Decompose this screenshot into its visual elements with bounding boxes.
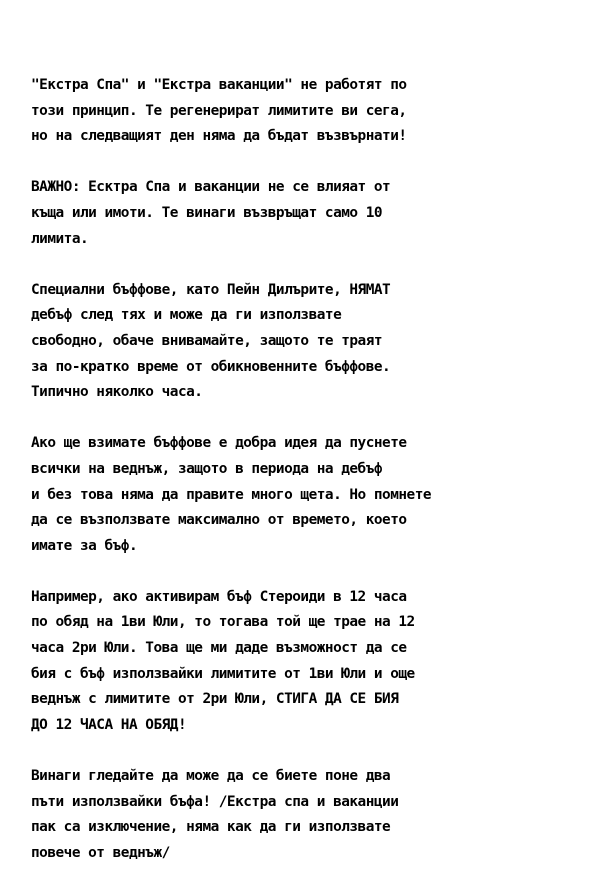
text-line: ДО 12 ЧАСА НА ОБЯД! <box>31 716 187 733</box>
text-line: Типично няколко часа. <box>31 384 203 401</box>
text-line: по обяд на 1ви Юли, то тогава той ще трае на 12 <box>31 614 415 631</box>
text-line: пак са изключение, няма как да ги използвате <box>31 819 391 836</box>
text-line: "Екстра Спа" и "Екстра ваканции" не работят по <box>31 77 407 93</box>
text-line: пъти използвайки бъфа! /Екстра спа и ваканции <box>31 793 399 810</box>
paragraph-always-fight-twice <box>31 764 587 866</box>
text-line: имате за бъф. <box>31 537 138 554</box>
text-line: Специални бъффове, като Пейн Дилърите, НЯМАТ <box>31 281 391 298</box>
text-line: всички на веднъж, защото в периода на дебъф <box>31 460 383 477</box>
paragraph-extra-spa <box>31 73 587 150</box>
text-line: и без това няма да правите много щета. Но помнете <box>31 486 432 503</box>
paragraph-example <box>31 585 587 739</box>
text-line: но на следващият ден няма да бъдат възвърнати! <box>31 128 407 145</box>
text-line: веднъж с лимитите от 2ри Юли, СТИГА ДА СЕ БИЯ <box>31 691 399 708</box>
text-line: бия с бъф използвайки лимитите от 1ви Юли и още <box>31 665 415 682</box>
text-line: Например, ако активирам бъф Стероиди в 12 часа <box>31 588 407 605</box>
text-line: този принцип. Те регенерират лимитите ви сега, <box>31 102 407 119</box>
text-line: свободно, обаче внивамайте, защото те траят <box>31 332 383 349</box>
text-line: дебъф след тях и може да ги използвате <box>31 307 342 324</box>
paragraph-important-note <box>31 175 587 252</box>
text-line: часа 2ри Юли. Това ще ми даде възможност да се <box>31 640 407 657</box>
text-line: ВАЖНО: Есктра Спа и ваканции не се влияат от <box>31 179 391 196</box>
text-line: повече от веднъж/ <box>31 844 170 861</box>
text-line: лимита. <box>31 230 89 247</box>
text-line: Ако ще взимате бъффове е добра идея да пуснете <box>31 435 407 452</box>
paragraph-special-buffs <box>31 278 587 406</box>
text-line: Винаги гледайте да може да се биете поне два <box>31 768 391 785</box>
text-line: да се възползвате максимално от времето, което <box>31 512 407 529</box>
text-line: къща или имоти. Те винаги възвръщат само 10 <box>31 204 383 221</box>
text-line: за по-кратко време от обикновенните бъффове. <box>31 358 391 375</box>
document-body <box>31 73 587 892</box>
paragraph-buff-timing <box>31 431 587 559</box>
